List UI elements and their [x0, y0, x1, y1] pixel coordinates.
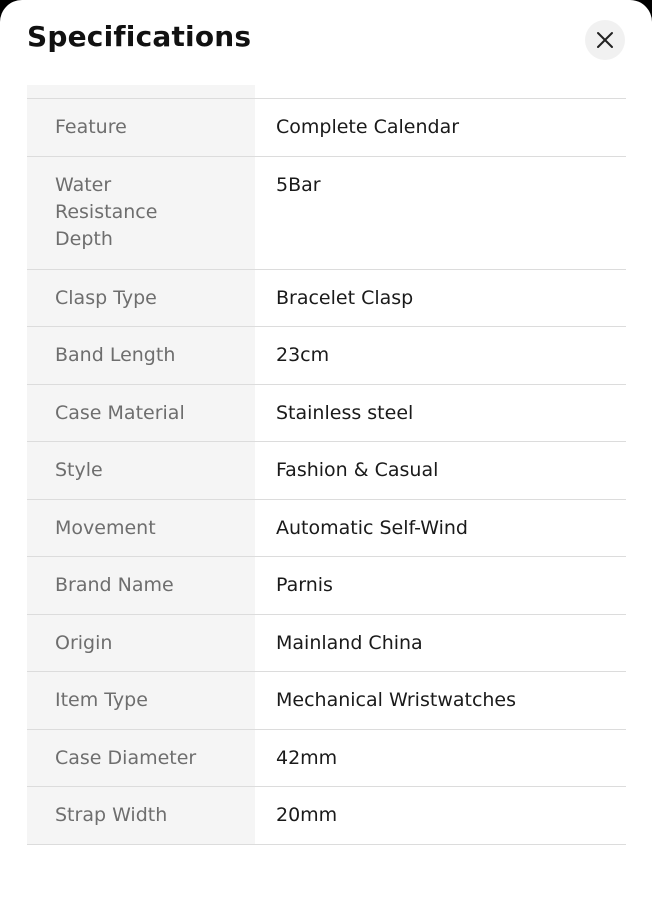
table-row — [27, 157, 626, 270]
table-row — [27, 557, 626, 615]
table-key-cell — [27, 85, 255, 98]
table-value-cell — [255, 85, 626, 98]
spec-value: Fashion & Casual — [255, 442, 626, 499]
table-row — [27, 500, 626, 558]
sheet-title: Specifications — [27, 20, 252, 53]
spec-key: Movement — [27, 500, 255, 557]
spec-key: Water Resistance Depth — [27, 157, 255, 269]
table-row — [27, 730, 626, 788]
specifications-table[interactable] — [27, 85, 626, 845]
spec-value: 20mm — [255, 787, 626, 844]
spec-key: Item Type — [27, 672, 255, 729]
spec-value: 5Bar — [255, 157, 626, 269]
spec-key: Strap Width — [27, 787, 255, 844]
spec-key: Origin — [27, 615, 255, 672]
spec-key: Band Length — [27, 327, 255, 384]
table-row — [27, 385, 626, 443]
spec-value: Mainland China — [255, 615, 626, 672]
spec-value: Complete Calendar — [255, 99, 626, 156]
spec-key: Case Material — [27, 385, 255, 442]
spec-value: Stainless steel — [255, 385, 626, 442]
table-row — [27, 672, 626, 730]
spec-value: Parnis — [255, 557, 626, 614]
table-row — [27, 615, 626, 673]
table-row — [27, 787, 626, 845]
table-row — [27, 327, 626, 385]
spec-value: Automatic Self-Wind — [255, 500, 626, 557]
spec-key: Feature — [27, 99, 255, 156]
spec-value: Mechanical Wristwatches — [255, 672, 626, 729]
table-row — [27, 270, 626, 328]
spec-key: Brand Name — [27, 557, 255, 614]
spec-value: 23cm — [255, 327, 626, 384]
spec-value: 42mm — [255, 730, 626, 787]
table-row — [27, 442, 626, 500]
spec-value: Bracelet Clasp — [255, 270, 626, 327]
sheet-header — [0, 0, 652, 84]
table-row-partial — [27, 85, 626, 99]
spec-key: Case Diameter — [27, 730, 255, 787]
spec-key: Clasp Type — [27, 270, 255, 327]
close-button[interactable] — [585, 20, 625, 60]
close-icon — [596, 31, 614, 49]
spec-key: Style — [27, 442, 255, 499]
table-row — [27, 99, 626, 157]
